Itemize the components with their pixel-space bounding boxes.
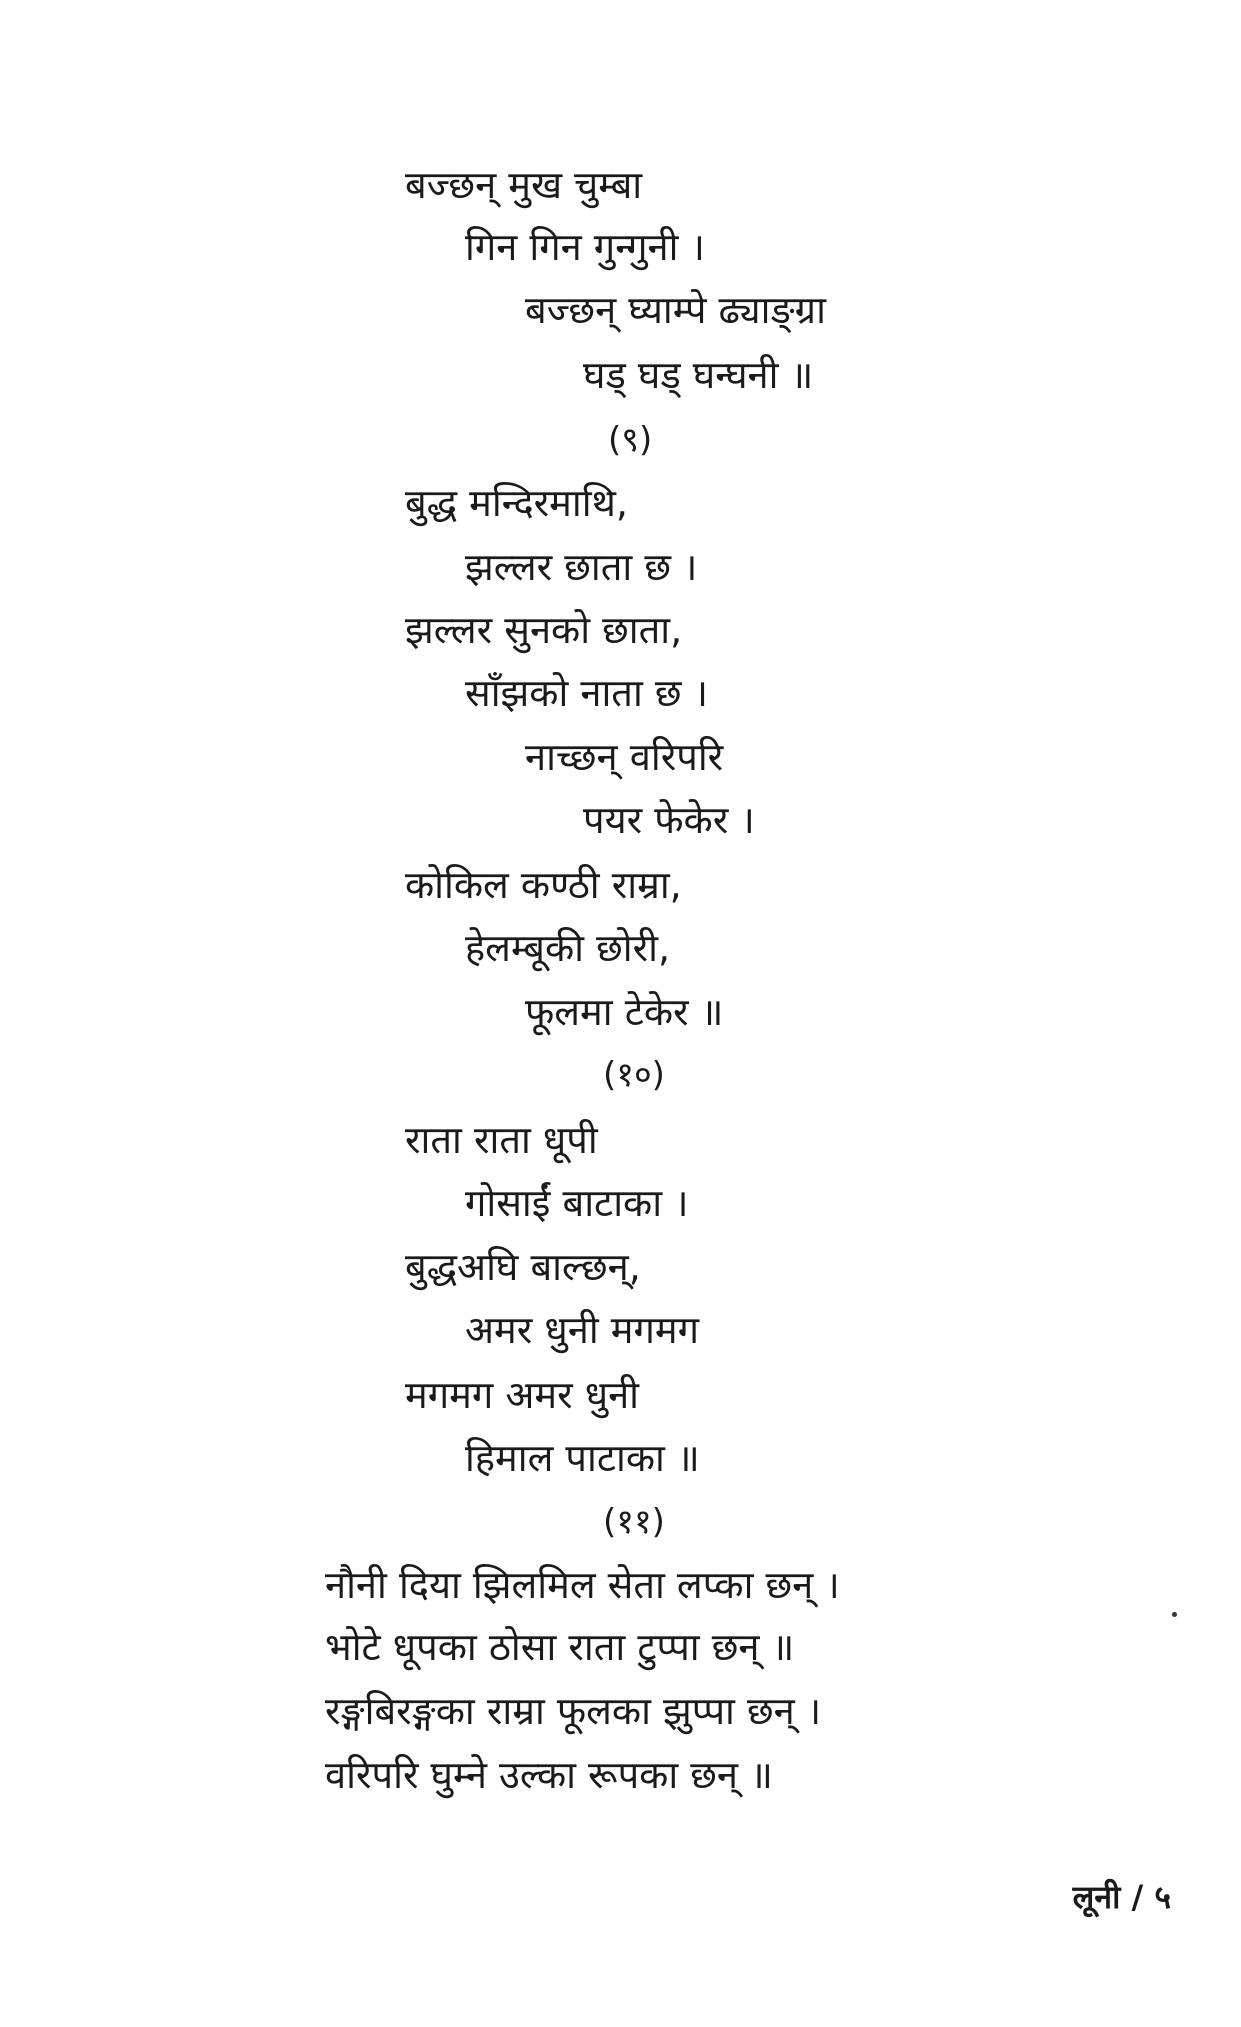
stanza-number: (९) (608, 420, 653, 460)
verse-line: हिमाल पाटाका ॥ (465, 1436, 700, 1480)
verse-line: पयर फेकेर । (583, 798, 755, 842)
verse-line: अमर धुनी मगमग (465, 1308, 699, 1352)
verse-line: नौनी दिया झिलमिल सेता लप्का छन् । (325, 1563, 840, 1607)
verse-line: बज्छन् मुख चुम्बा (405, 163, 643, 207)
verse-line: बज्छन् घ्याम्पे ढ्याङ्ग्रा (525, 288, 826, 332)
stanza-number: (११) (603, 1502, 665, 1542)
verse-line: रङ्गबिरङ्गका राम्रा फूलका झुप्पा छन् । (325, 1689, 822, 1733)
verse-line: वरिपरि घुम्ने उल्का रूपका छन् ॥ (325, 1753, 773, 1797)
verse-line: गिन गिन गुन्गुनी । (465, 225, 705, 269)
verse-line: झल्लर छाता छ । (465, 545, 698, 589)
verse-line: घड् घड् घन्घनी ॥ (583, 353, 814, 397)
verse-line: बुद्ध मन्दिरमाथि, (405, 481, 628, 525)
verse-line: हेलम्बूकी छोरी, (465, 926, 671, 970)
verse-line: राता राता धूपी (405, 1118, 598, 1162)
verse-line: भोटे धूपका ठोसा राता टुप्पा छन् ॥ (325, 1625, 795, 1669)
verse-line: साँझको नाता छ । (465, 671, 708, 715)
verse-line: फूलमा टेकेर ॥ (525, 990, 724, 1034)
verse-line: गोसाईं बाटाका । (465, 1181, 689, 1225)
verse-line: मगमग अमर धुनी (405, 1373, 639, 1417)
page-footer: लूनी / ५ (1072, 1878, 1171, 1916)
stray-mark (1172, 1612, 1177, 1617)
verse-line: बुद्धअघि बाल्छन्, (405, 1245, 641, 1289)
verse-line: झल्लर सुनको छाता, (405, 608, 683, 652)
verse-line: कोकिल कण्ठी राम्रा, (405, 863, 682, 907)
verse-line: नाच्छन् वरिपरि (525, 735, 724, 779)
stanza-number: (१०) (603, 1055, 665, 1095)
